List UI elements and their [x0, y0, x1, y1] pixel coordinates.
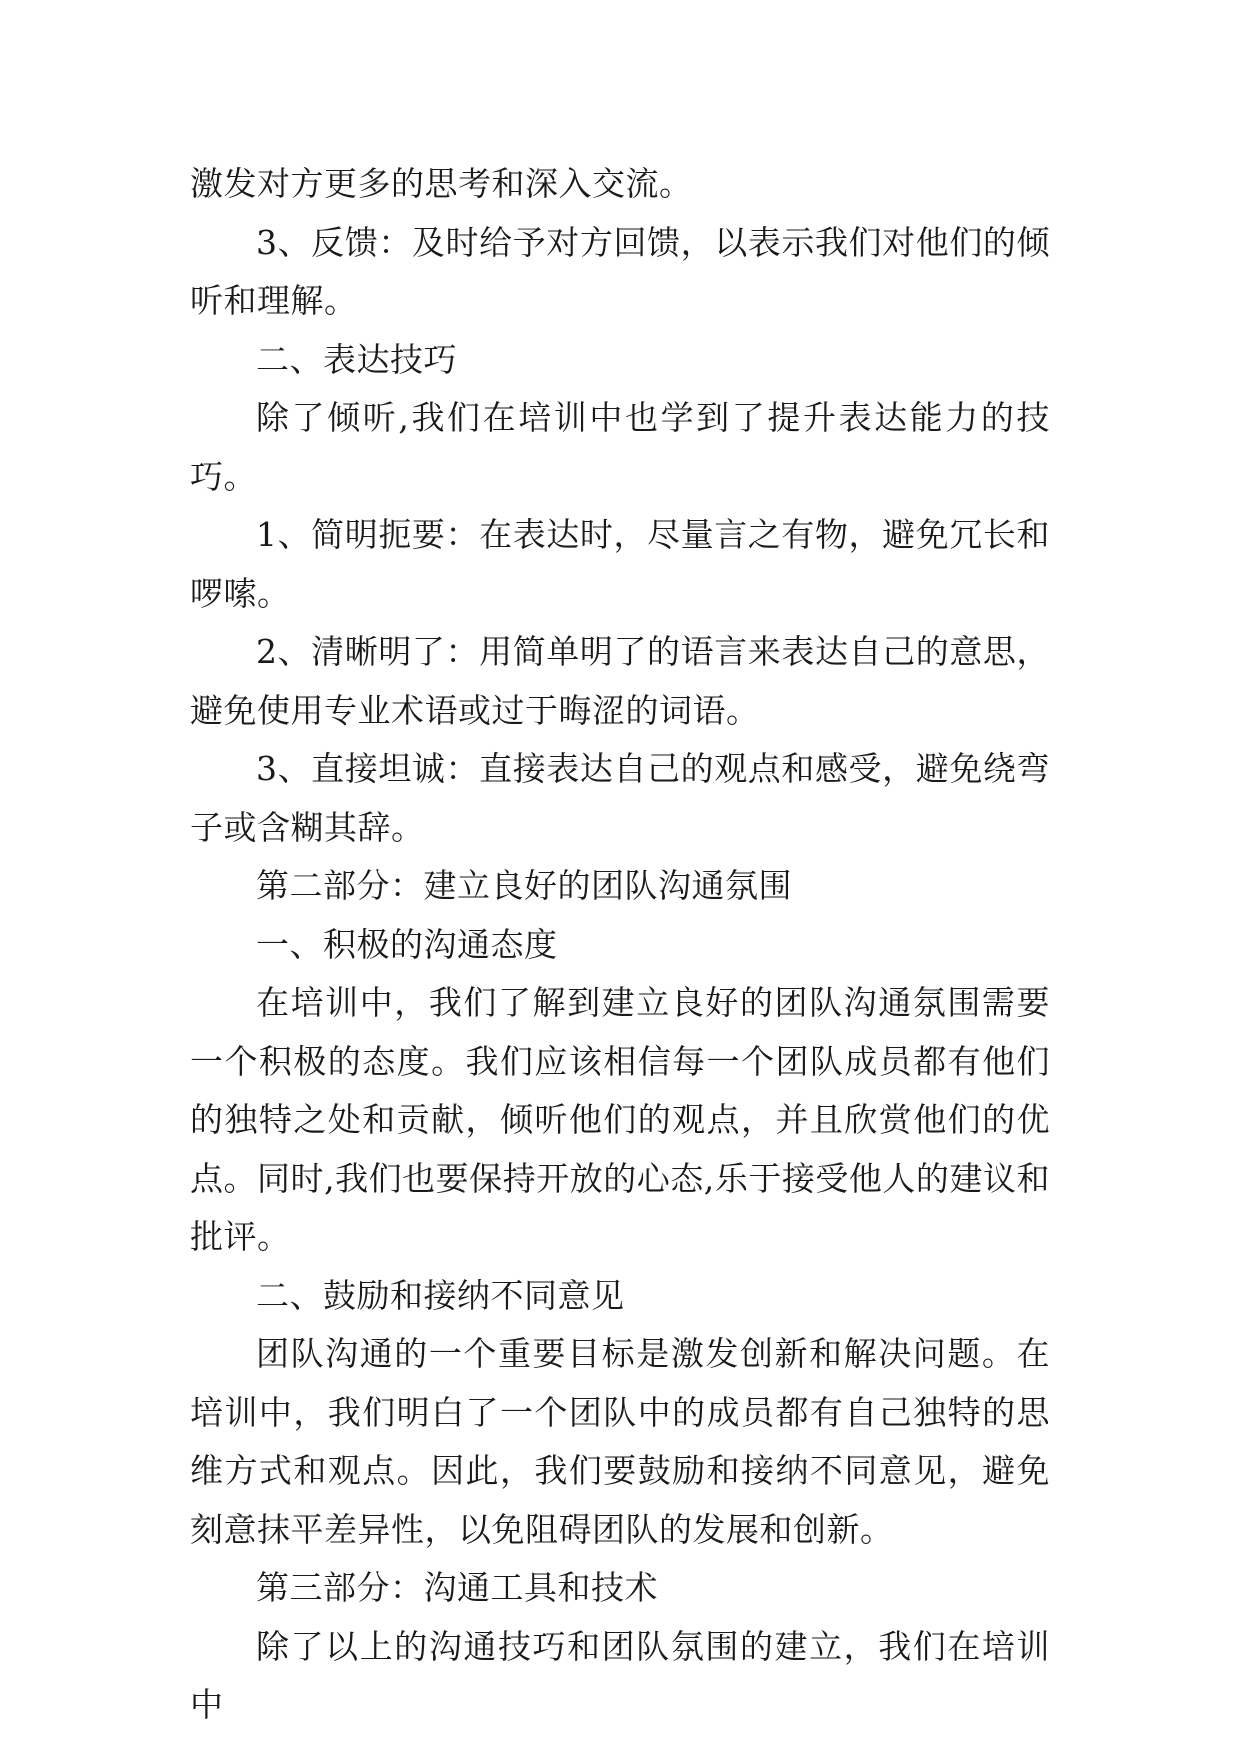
- paragraph-5: 1、简明扼要：在表达时，尽量言之有物，避免冗长和啰嗦。: [190, 515, 1050, 613]
- paragraph-12: 团队沟通的一个重要目标是激发创新和解决问题。在培训中，我们明白了一个团队中的成员都有自己独特的思维方式和观点。因此，我们要鼓励和接纳不同意见，避免刻意抹平差异性，以免阻碍团队的发展和创新。: [190, 1334, 1050, 1549]
- paragraph-4: 除了倾听,我们在培训中也学到了提升表达能力的技巧。: [190, 398, 1050, 496]
- paragraph-14: 除了以上的沟通技巧和团队氛围的建立，我们在培训中: [190, 1626, 1050, 1724]
- section-heading-different-opinions: 二、鼓励和接纳不同意见: [256, 1275, 625, 1315]
- paragraph-2: 3、反馈：及时给予对方回馈，以表示我们对他们的倾听和理解。: [190, 222, 1050, 320]
- part-heading-3: 第三部分：沟通工具和技术: [256, 1568, 658, 1607]
- paragraph-7: 3、直接坦诚：直接表达自己的观点和感受，避免绕弯子或含糊其辞。: [190, 749, 1050, 847]
- paragraph-1: 激发对方更多的思考和深入交流。: [190, 164, 693, 203]
- document-body: [190, 155, 1050, 1735]
- paragraph-6: 2、清晰明了：用简单明了的语言来表达自己的意思，避免使用专业术语或过于晦涩的词语。: [190, 632, 1050, 730]
- part-heading-2: 第二部分：建立良好的团队沟通氛围: [256, 866, 792, 905]
- paragraph-10: 在培训中，我们了解到建立良好的团队沟通氛围需要一个积极的态度。我们应该相信每一个团队成员都有他们的独特之处和贡献，倾听他们的观点，并且欣赏他们的优点。同时,我们也要保持开放的心态,乐于接受他人的建议和批评。: [190, 983, 1050, 1256]
- section-heading-positive-attitude: 一、积极的沟通态度: [256, 924, 558, 964]
- section-heading-expression-skills: 二、表达技巧: [256, 339, 457, 379]
